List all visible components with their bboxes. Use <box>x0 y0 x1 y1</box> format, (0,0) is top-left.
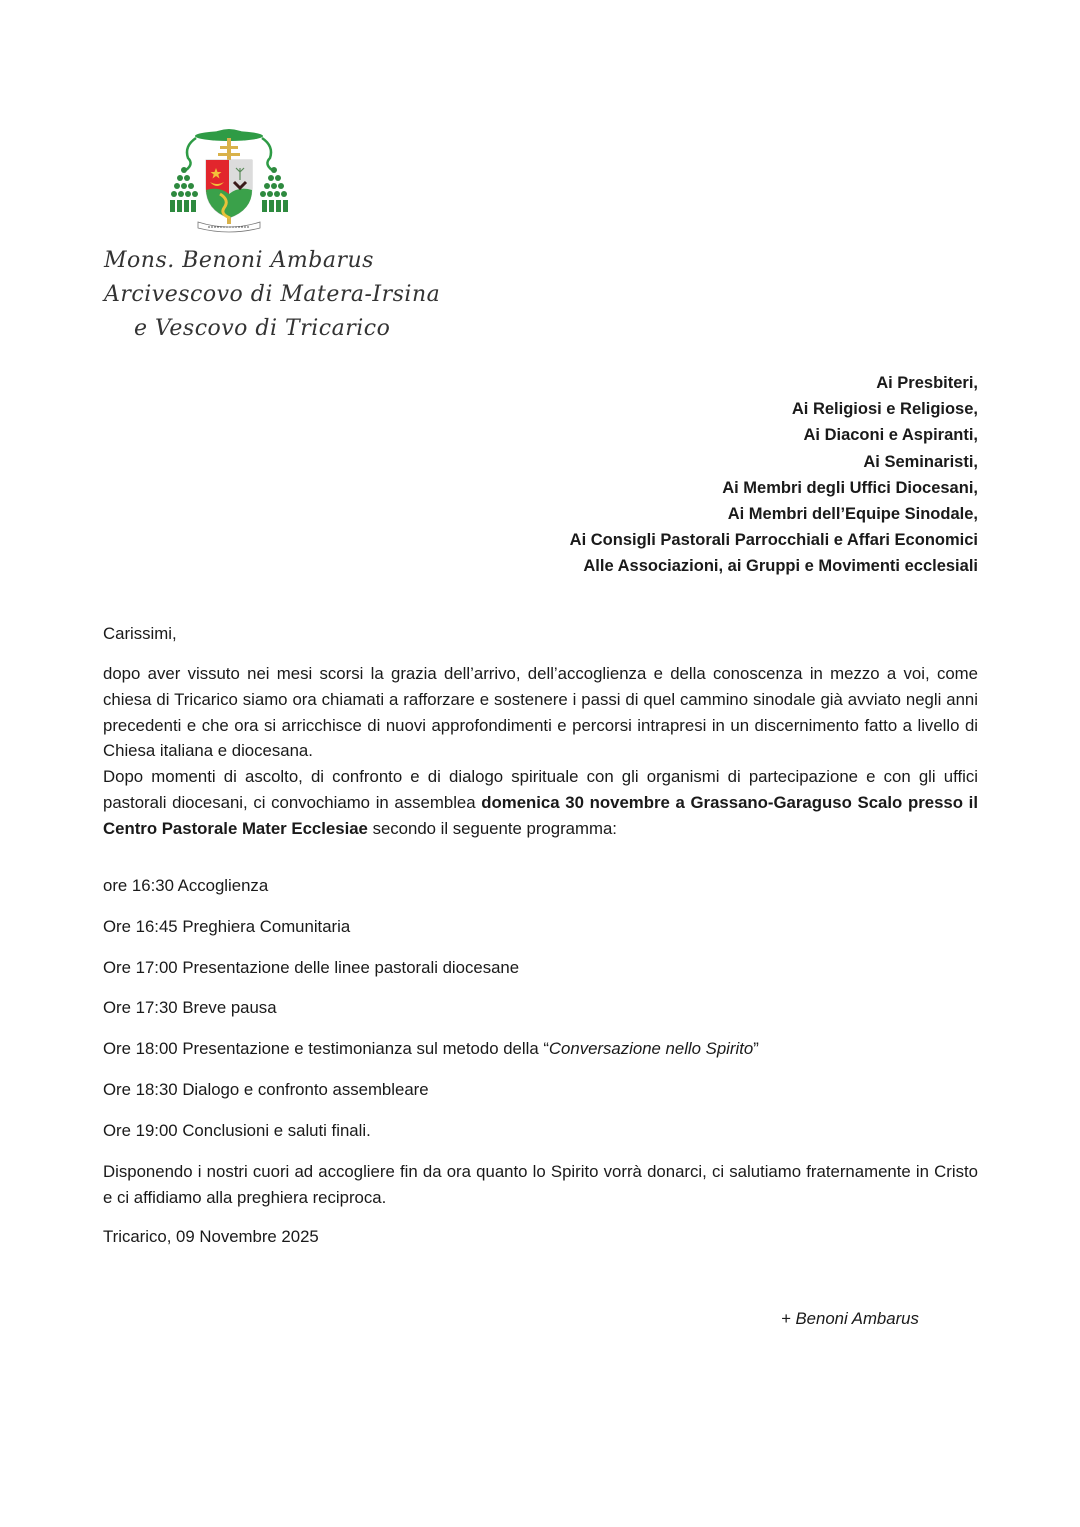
closing-paragraph: Disponendo i nostri cuori ad accogliere fin da ora quanto lo Spirito vorrà donarci, ci salutiamo fraternamente in Cristo e ci affidiamo alla preghiera reciproca. <box>103 1162 978 1207</box>
letter-body <box>103 661 978 842</box>
place-date: Tricarico, 09 Novembre 2025 <box>103 1227 319 1246</box>
convocation-date-place: domenica 30 novembre a Grassano-Garaguso Scalo presso il Centro Pastorale Mater Ecclesiae <box>103 792 978 838</box>
program-time: Ore 17:30 <box>103 998 178 1018</box>
program-activity: Breve pausa <box>182 998 277 1018</box>
program-time: Ore 18:00 <box>103 1039 178 1059</box>
program-activity: Preghiera Comunitaria <box>182 916 351 936</box>
program-item <box>103 1077 759 1118</box>
sender-title-2: e Vescovo di Tricarico <box>134 316 391 341</box>
program-activity: Conclusioni e saluti finali. <box>182 1120 371 1140</box>
program-activity: Accoglienza <box>177 876 269 895</box>
recipient: Ai Religiosi e Religiose, <box>791 400 978 419</box>
recipient: Ai Seminaristi, <box>863 452 978 471</box>
program-time: Ore 18:30 <box>103 1079 178 1099</box>
paragraph-intro: dopo aver vissuto nei mesi scorsi la grazia dell’arrivo, dell’accoglienza e della conoscenza in mezzo a voi, come chiesa di Tricarico siamo ora chiamati a rafforzare e sostenere i passi di quel cammino sinodale già avviato negli anni precedenti e che ora si arricchisce di nuovi approfondimenti e percorsi intrapresi in un discernimento fatto a livello di Chiesa italiana e diocesana. <box>103 664 978 761</box>
program-time: Ore 16:45 <box>103 916 178 936</box>
program-item <box>103 1118 759 1159</box>
paragraph-convocation <box>103 764 978 841</box>
greeting: Carissimi, <box>103 624 177 643</box>
recipient: Ai Diaconi e Aspiranti, <box>803 426 978 445</box>
program-activity: Dialogo e confronto assembleare <box>182 1079 429 1099</box>
recipient: Ai Consigli Pastorali Parrocchiali e Affari Economici <box>569 531 978 550</box>
sender-name: Mons. Benoni Ambarus <box>104 248 374 273</box>
recipients-list <box>570 370 978 580</box>
convocation-text: Dopo momenti di ascolto, di confronto e di dialogo spirituale con gli organismi di partecipazione e con gli uffici pastorali diocesani, ci convochiamo in assemblea <box>103 767 978 812</box>
program-list <box>103 873 759 1159</box>
program-activity-title: Conversazione nello Spirito <box>548 1039 754 1059</box>
sender-letterhead <box>104 244 440 346</box>
program-activity: Presentazione delle linee pastorali diocesane <box>182 957 520 977</box>
program-item <box>103 1036 759 1077</box>
convocation-text-end: secondo il seguente programma: <box>367 818 617 838</box>
program-item <box>103 995 759 1036</box>
recipient: Alle Associazioni, ai Gruppi e Movimenti ecclesiali <box>583 557 978 576</box>
program-item <box>103 914 759 955</box>
program-quote-close: ” <box>753 1039 759 1059</box>
coat-of-arms-logo <box>164 124 294 236</box>
recipient: Ai Membri degli Uffici Diocesani, <box>722 478 978 497</box>
program-time: ore 16:30 <box>103 876 174 895</box>
sender-title: Arcivescovo di Matera-Irsina <box>104 282 441 307</box>
program-time: Ore 17:00 <box>103 957 178 977</box>
program-time: Ore 19:00 <box>103 1120 178 1140</box>
program-item <box>103 955 759 996</box>
program-activity: Presentazione e testimonianza sul metodo della “ <box>182 1039 549 1059</box>
recipient: Ai Presbiteri, <box>876 374 978 392</box>
signature: + Benoni Ambarus <box>781 1309 919 1328</box>
program-item <box>103 873 759 914</box>
recipient: Ai Membri dell’Equipe Sinodale, <box>727 505 978 524</box>
